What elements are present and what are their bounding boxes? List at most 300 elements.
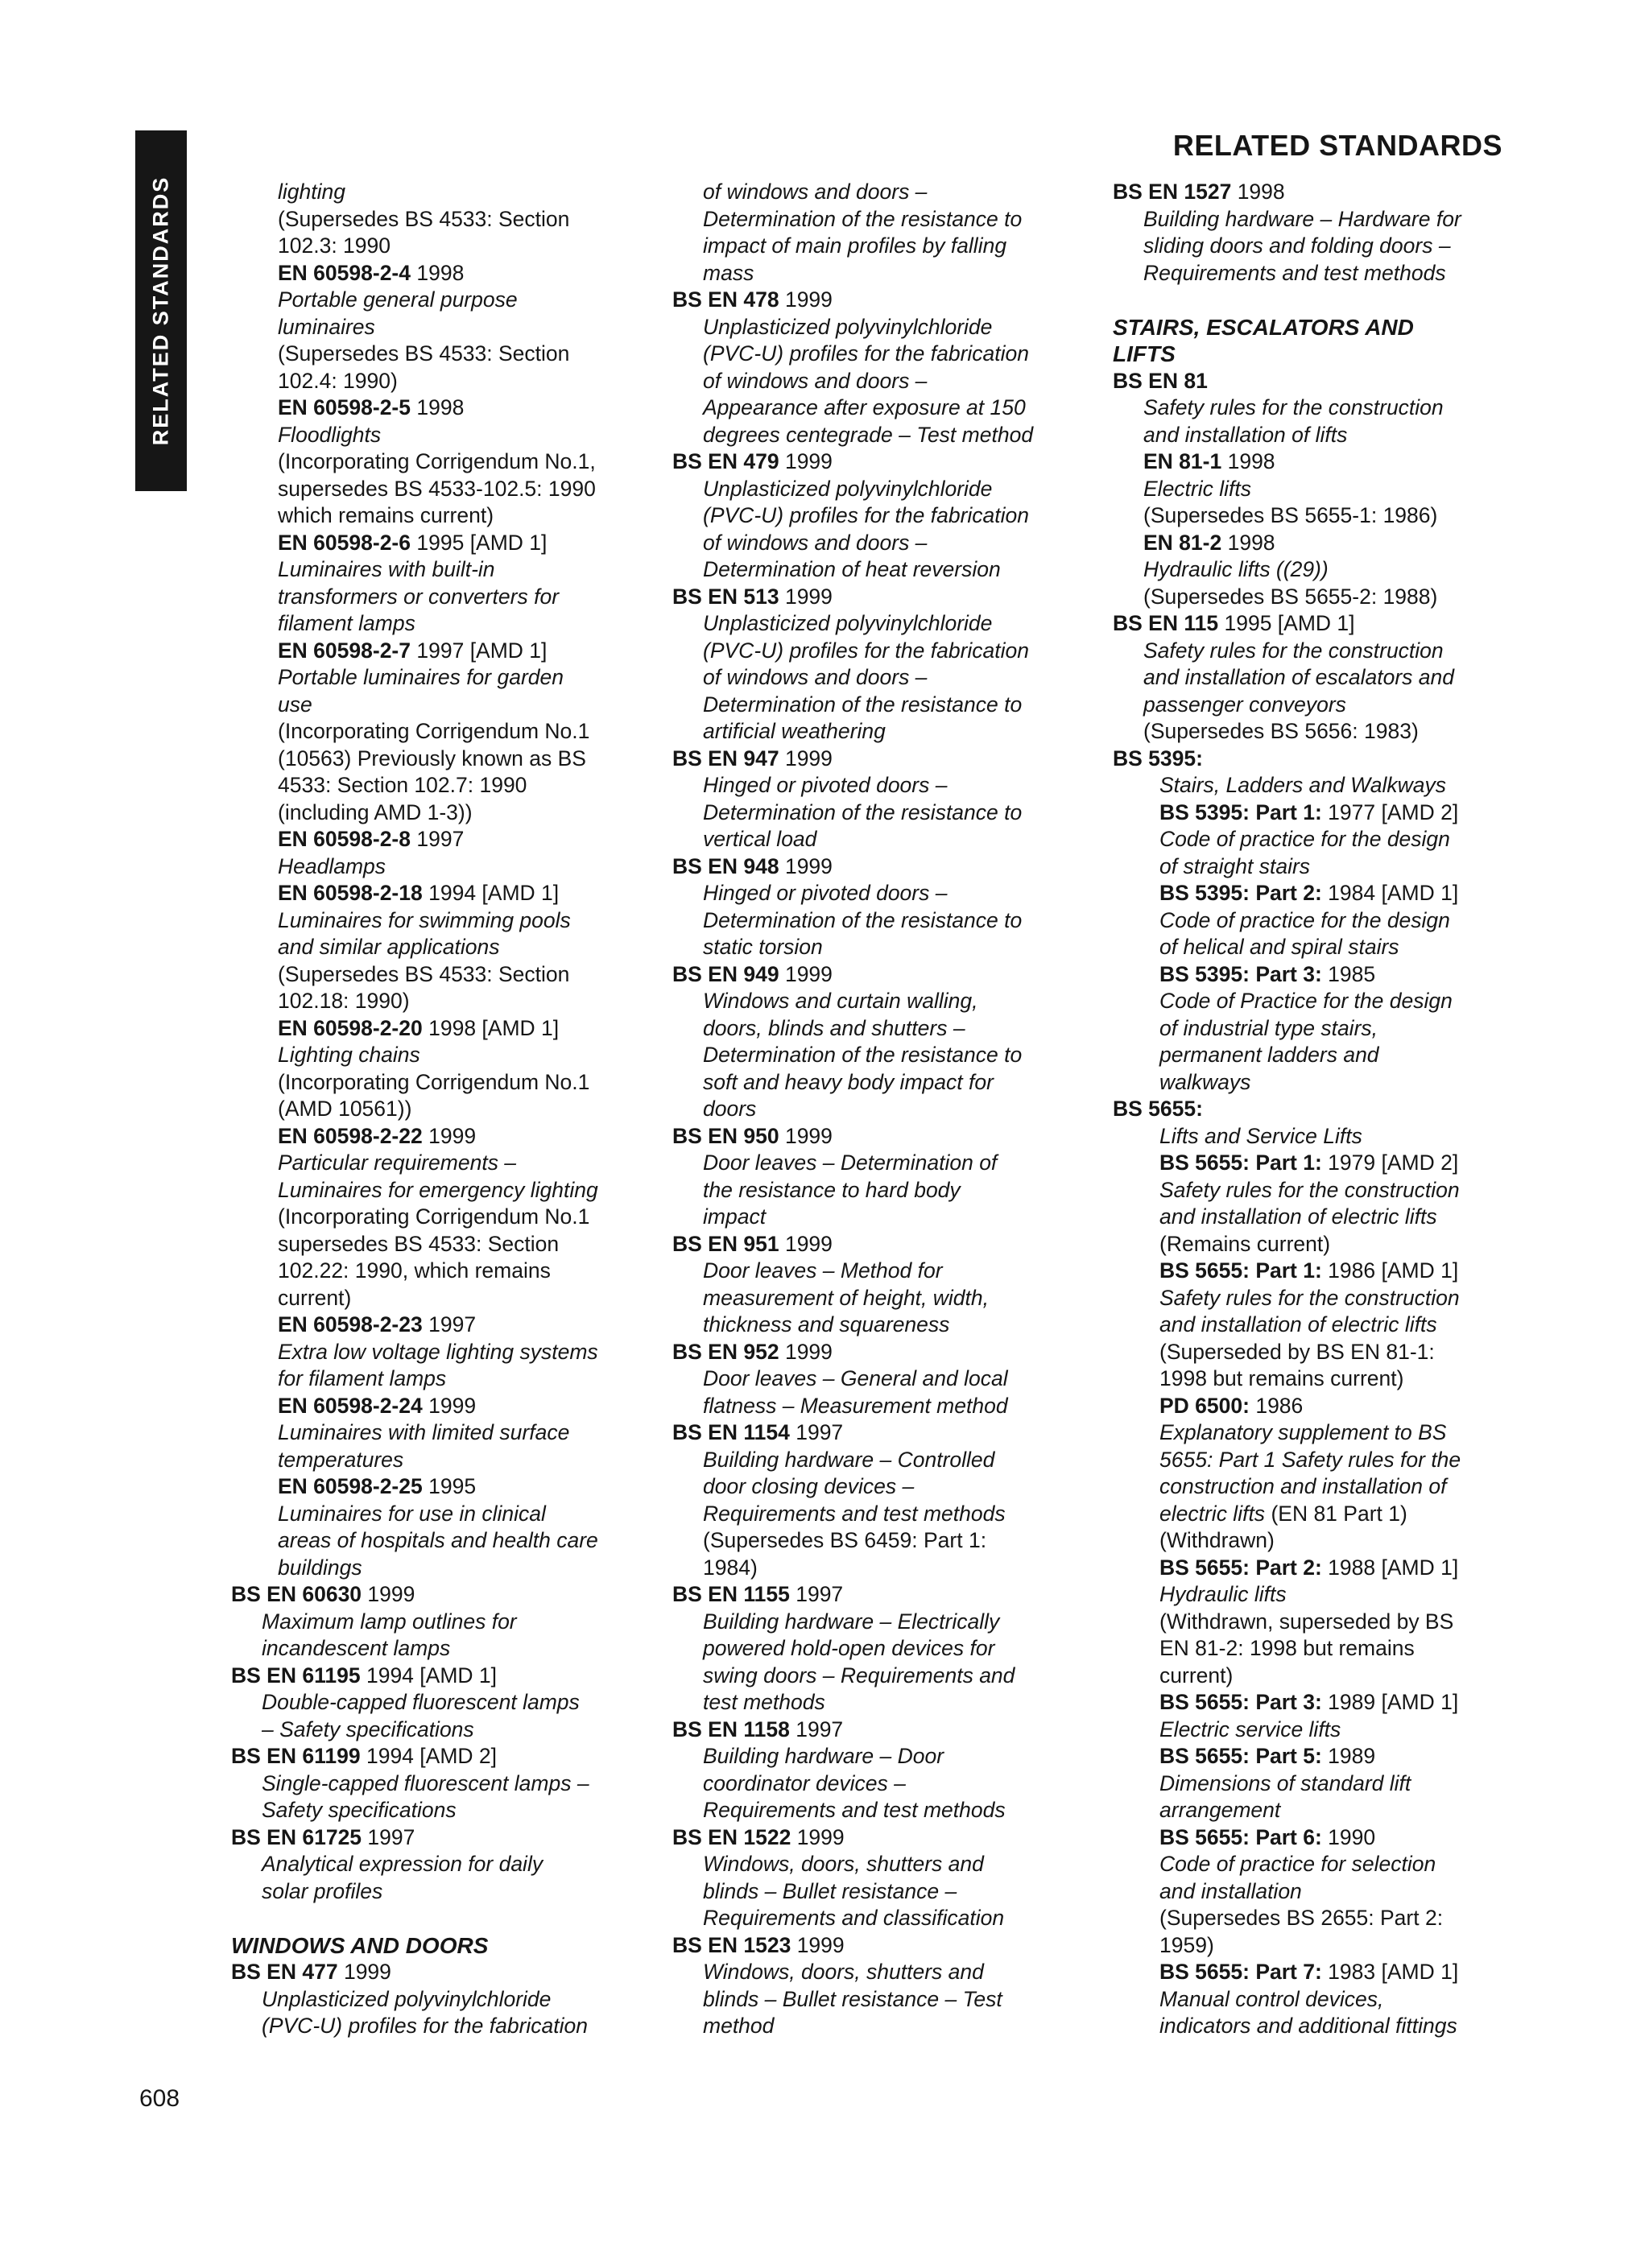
standard-entry — [231, 1743, 598, 1770]
standard-year: 1986 [AMD 1] — [1328, 1258, 1459, 1283]
description-line: Portable general purpose — [278, 287, 518, 312]
standard-code: BS EN 477 — [231, 1960, 338, 1984]
description-line: (PVC-U) profiles for the fabrication — [703, 638, 1030, 663]
description-line: (PVC-U) profiles for the fabrication — [703, 503, 1030, 527]
standard-code: BS EN 948 — [672, 853, 779, 878]
standard-year: 1998 — [416, 395, 465, 419]
standard-year: 1997 — [367, 1824, 415, 1849]
standard-code: EN 60598-2-5 — [278, 395, 411, 419]
standard-year: 1995 [AMD 1] — [416, 530, 548, 555]
standard-entry — [231, 1663, 598, 1690]
description-line: – Safety specifications — [262, 1716, 474, 1741]
standard-year: 1997 — [796, 1420, 844, 1444]
description-line: walkways — [1159, 1069, 1251, 1094]
description-line: and installation — [1159, 1878, 1302, 1903]
description-line: luminaires — [278, 314, 375, 339]
standard-year: 1977 [AMD 2] — [1328, 799, 1459, 824]
description-line: of windows and doors – — [703, 665, 928, 689]
standard-code: BS 5655: Part 1: — [1159, 1258, 1322, 1283]
description-line: Luminaires with limited surface — [278, 1420, 570, 1444]
description-line: Single-capped fluorescent lamps – — [262, 1770, 589, 1795]
description-line: Door leaves – Determination of — [703, 1151, 998, 1175]
standard-entry — [672, 1716, 1033, 1744]
standard-entry — [1113, 1150, 1461, 1177]
description-line: Headlamps — [278, 853, 386, 878]
description-line — [1113, 1501, 1461, 1528]
standard-year: 1997 — [796, 1716, 844, 1741]
standard-code: BS EN 115 — [1113, 611, 1219, 635]
standard-entry — [231, 638, 598, 665]
description-line: degrees centegrade – Test method — [703, 422, 1034, 447]
description-line: Electric service lifts — [1159, 1716, 1341, 1741]
description-line: Explanatory supplement to BS — [1159, 1420, 1447, 1444]
standard-year: 1999 — [343, 1960, 391, 1984]
standard-entry — [1113, 530, 1461, 557]
standard-code: EN 60598-2-20 — [278, 1015, 423, 1040]
standard-entry — [231, 880, 598, 907]
standard-entry — [231, 1473, 598, 1501]
note-line: (Supersedes BS 5656: 1983) — [1143, 719, 1419, 743]
spacer — [1113, 287, 1461, 314]
standard-code: PD 6500: — [1159, 1393, 1250, 1418]
note-line: (Supersedes BS 2655: Part 2: — [1159, 1906, 1444, 1930]
description-line: of industrial type stairs, — [1159, 1015, 1378, 1040]
standard-entry — [1113, 1689, 1461, 1716]
description-line: Determination of the resistance to — [703, 206, 1023, 231]
standard-year: 1999 — [784, 1231, 833, 1256]
description-line: Determination of the resistance to — [703, 1043, 1023, 1067]
description-line: of helical and spiral stairs — [1159, 935, 1399, 959]
description-line: Hydraulic lifts — [1159, 1582, 1287, 1606]
standard-year: 1998 — [1227, 449, 1275, 473]
description-line: artificial weathering — [703, 719, 886, 743]
standard-code: BS 5655: Part 1: — [1159, 1151, 1322, 1175]
description-line: solar profiles — [262, 1878, 383, 1903]
standard-code: BS 5395: Part 2: — [1159, 881, 1322, 905]
standard-entry — [1113, 1096, 1461, 1123]
description-line: of straight stairs — [1159, 853, 1311, 878]
standard-code: BS EN 479 — [672, 449, 779, 473]
standard-entry — [231, 260, 598, 287]
standard-entry — [1113, 961, 1461, 989]
description-line: door closing devices – — [703, 1474, 915, 1498]
standard-code: EN 60598-2-7 — [278, 638, 411, 663]
standard-entry — [1113, 448, 1461, 476]
note-line: (Incorporating Corrigendum No.1, — [278, 449, 596, 473]
standard-year: 1999 — [784, 1339, 833, 1364]
standard-entry — [1113, 1824, 1461, 1852]
side-tab-label: RELATED STANDARDS — [148, 176, 173, 446]
note-line: which remains current) — [278, 503, 494, 527]
standard-entry — [672, 1123, 1033, 1151]
description-line: Portable luminaires for garden — [278, 665, 564, 689]
note-line: (AMD 10561)) — [278, 1097, 412, 1121]
description-line: Requirements and test methods — [1143, 260, 1446, 285]
note-line: (Withdrawn) — [1159, 1528, 1275, 1552]
standard-entry — [231, 1312, 598, 1339]
standard-year: 1998 — [1237, 180, 1285, 204]
description-line: lighting — [278, 180, 345, 204]
note-line: 1959) — [1159, 1932, 1214, 1957]
standard-code: BS EN 1158 — [672, 1716, 790, 1741]
description-line: Unplasticized polyvinylchloride — [262, 1986, 552, 2011]
standard-entry — [672, 448, 1033, 476]
description-line: of windows and doors – — [703, 530, 928, 555]
description-line: arrangement — [1159, 1798, 1281, 1822]
standard-year: 1994 [AMD 1] — [366, 1663, 497, 1688]
standard-year: 1999 — [796, 1824, 845, 1849]
standard-code: BS 5655: Part 3: — [1159, 1690, 1322, 1714]
description-line: static torsion — [703, 935, 823, 959]
standard-entry — [1113, 880, 1461, 907]
standard-year: 1999 — [367, 1582, 415, 1606]
description-line: Lighting chains — [278, 1043, 420, 1067]
standard-code: EN 81-1 — [1143, 449, 1222, 473]
note-line: 4533: Section 102.7: 1990 — [278, 773, 527, 797]
standard-entry — [1113, 1743, 1461, 1770]
description-line: Electric lifts — [1143, 476, 1251, 501]
description-line: Door leaves – General and local — [703, 1366, 1008, 1390]
note-line: current) — [1159, 1663, 1234, 1688]
description-line: Safety rules for the construction — [1159, 1177, 1460, 1202]
note-line: 102.3: 1990 — [278, 233, 391, 258]
standard-entry — [1113, 1258, 1461, 1285]
standard-entry — [231, 1959, 598, 1986]
description-line: Building hardware – Electrically — [703, 1609, 1000, 1634]
standard-year: 1983 [AMD 1] — [1328, 1960, 1459, 1984]
description-line: Analytical expression for daily — [262, 1852, 543, 1876]
standard-entry — [1113, 746, 1461, 773]
description-line: Requirements and test methods — [703, 1798, 1006, 1822]
standard-entry — [231, 1824, 598, 1852]
standard-year: 1997 — [416, 827, 465, 851]
standard-year: 1989 [AMD 1] — [1328, 1690, 1459, 1714]
note-line: 102.18: 1990) — [278, 989, 410, 1013]
description-line: Requirements and test methods — [703, 1501, 1006, 1526]
note-line: (Supersedes BS 4533: Section — [278, 961, 570, 986]
standard-year: 1999 — [784, 961, 833, 986]
standard-year: 1997 [AMD 1] — [416, 638, 548, 663]
description-line: indicators and additional fittings — [1159, 2014, 1457, 2038]
standard-entry — [231, 1581, 598, 1609]
standard-code: BS EN 478 — [672, 287, 779, 312]
standard-year: 1994 [AMD 2] — [366, 1744, 497, 1768]
standard-year: 1998 — [1227, 530, 1275, 555]
standard-code: BS EN 1523 — [672, 1932, 791, 1957]
standard-year: 1999 — [784, 1123, 833, 1148]
standard-entry — [672, 746, 1033, 773]
note-line: (Incorporating Corrigendum No.1 — [278, 719, 590, 743]
standard-code: EN 60598-2-8 — [278, 827, 411, 851]
description-line: Unplasticized polyvinylchloride — [703, 314, 993, 339]
description-line: Unplasticized polyvinylchloride — [703, 611, 993, 635]
note-line: 1998 but remains current) — [1159, 1366, 1404, 1390]
standard-year: 1999 — [796, 1932, 845, 1957]
note-line: (Incorporating Corrigendum No.1 — [278, 1204, 590, 1229]
standard-code: BS EN 81 — [1113, 368, 1208, 393]
standard-year: 1999 — [428, 1393, 477, 1418]
description-line: Lifts and Service Lifts — [1159, 1123, 1362, 1148]
description-line: coordinator devices – — [703, 1770, 906, 1795]
description-line: thickness and squareness — [703, 1312, 950, 1336]
description-line: soft and heavy body impact for — [703, 1069, 994, 1094]
standard-code: BS EN 513 — [672, 584, 779, 609]
standard-code: BS EN 951 — [672, 1231, 779, 1256]
description-line: buildings — [278, 1555, 362, 1580]
standard-code: EN 60598-2-18 — [278, 881, 423, 905]
note-line: (10563) Previously known as BS — [278, 746, 586, 770]
standard-code: BS EN 1155 — [672, 1582, 790, 1606]
description-line: construction and installation of — [1159, 1474, 1447, 1498]
description-line: Extra low voltage lighting systems — [278, 1339, 598, 1364]
description-line: doors — [703, 1097, 757, 1121]
description-line: and installation of electric lifts — [1159, 1204, 1437, 1229]
standard-entry — [231, 530, 598, 557]
description-line: Building hardware – Door — [703, 1744, 944, 1768]
standard-year: 1989 — [1328, 1744, 1376, 1768]
standard-code: BS EN 947 — [672, 746, 779, 770]
standard-entry — [672, 1339, 1033, 1366]
description-line: Safety rules for the construction — [1143, 638, 1444, 663]
standard-code: BS EN 950 — [672, 1123, 779, 1148]
description-line: Hinged or pivoted doors – — [703, 773, 948, 797]
standard-code: BS 5395: Part 3: — [1159, 961, 1322, 986]
description-line: method — [703, 2014, 775, 2038]
description-line: permanent ladders and — [1159, 1043, 1379, 1067]
description-text: electric lifts — [1159, 1501, 1266, 1526]
note-line: current) — [278, 1285, 352, 1310]
column-3 — [1113, 179, 1461, 2040]
standard-year: 1998 — [416, 260, 465, 285]
description-line: Windows and curtain walling, — [703, 989, 978, 1013]
standard-year: 1995 [AMD 1] — [1224, 611, 1355, 635]
standard-entry — [1113, 368, 1461, 395]
standard-entry — [672, 1419, 1033, 1447]
standard-code: EN 60598-2-24 — [278, 1393, 423, 1418]
description-line: transformers or converters for — [278, 584, 560, 609]
description-line: (PVC-U) profiles for the fabrication — [703, 341, 1030, 366]
note-line: (Withdrawn, superseded by BS — [1159, 1609, 1454, 1634]
description-line: blinds – Bullet resistance – — [703, 1878, 957, 1903]
description-line: Code of practice for the design — [1159, 907, 1450, 932]
description-line: the resistance to hard body — [703, 1177, 961, 1202]
standard-code: BS EN 1527 — [1113, 180, 1232, 204]
description-line: test methods — [703, 1690, 825, 1714]
standard-year: 1997 — [428, 1312, 477, 1336]
description-line: Door leaves – Method for — [703, 1258, 943, 1283]
description-line: Determination of the resistance to — [703, 799, 1023, 824]
standard-year: 1988 [AMD 1] — [1328, 1555, 1459, 1580]
description-line: Particular requirements – — [278, 1151, 517, 1175]
standard-code: EN 60598-2-23 — [278, 1312, 423, 1336]
note-line: EN 81-2: 1998 but remains — [1159, 1636, 1415, 1660]
standard-code: EN 60598-2-4 — [278, 260, 411, 285]
description-line: Stairs, Ladders and Walkways — [1159, 773, 1446, 797]
standard-code: BS EN 61195 — [231, 1663, 361, 1688]
standard-code: BS EN 61725 — [231, 1824, 362, 1849]
description-line: Dimensions of standard lift — [1159, 1770, 1411, 1795]
description-line: Luminaires for emergency lighting — [278, 1177, 598, 1202]
description-line: Requirements and classification — [703, 1906, 1005, 1930]
standard-entry — [672, 961, 1033, 989]
note-line: (Supersedes BS 4533: Section — [278, 206, 570, 231]
standard-code: BS EN 61199 — [231, 1744, 361, 1768]
side-tab — [135, 130, 187, 491]
note-line: (Supersedes BS 5655-1: 1986) — [1143, 503, 1438, 527]
description-line: flatness – Measurement method — [703, 1393, 1008, 1418]
standard-code: EN 60598-2-25 — [278, 1474, 423, 1498]
description-line: Luminaires for use in clinical — [278, 1501, 546, 1526]
note-line: (Supersedes BS 4533: Section — [278, 341, 570, 366]
standard-code: BS EN 949 — [672, 961, 779, 986]
standard-entry — [231, 395, 598, 422]
standard-year: 1999 — [784, 449, 833, 473]
description-line: impact — [703, 1204, 767, 1229]
description-line: Double-capped fluorescent lamps — [262, 1690, 580, 1714]
description-line: incandescent lamps — [262, 1636, 451, 1660]
description-line: and installation of electric lifts — [1159, 1312, 1437, 1336]
standard-entry — [672, 1581, 1033, 1609]
description-line: Determination of the resistance to — [703, 907, 1023, 932]
description-line: (PVC-U) profiles for the fabrication — [262, 2014, 589, 2038]
standard-code: BS 5655: Part 5: — [1159, 1744, 1322, 1768]
note-line: (Supersedes BS 5655-2: 1988) — [1143, 584, 1438, 609]
description-line: powered hold-open devices for — [703, 1636, 995, 1660]
section-heading: LIFTS — [1113, 341, 1176, 366]
description-line: of windows and doors – — [703, 180, 928, 204]
standard-year: 1979 [AMD 2] — [1328, 1151, 1459, 1175]
standard-year: 1994 [AMD 1] — [428, 881, 560, 905]
standard-year: 1986 — [1255, 1393, 1304, 1418]
description-line: Determination of the resistance to — [703, 692, 1023, 717]
note-line: supersedes BS 4533-102.5: 1990 — [278, 476, 596, 501]
description-line: Hinged or pivoted doors – — [703, 881, 948, 905]
standard-year: 1999 — [784, 746, 833, 770]
description-line: filament lamps — [278, 611, 415, 635]
column-2 — [672, 179, 1033, 2040]
note-line: (including AMD 1-3)) — [278, 799, 473, 824]
standard-year: 1985 — [1328, 961, 1376, 986]
standard-code: EN 81-2 — [1143, 530, 1222, 555]
description-line: areas of hospitals and health care — [278, 1528, 598, 1552]
standard-code: BS EN 1522 — [672, 1824, 791, 1849]
standard-code: EN 60598-2-22 — [278, 1123, 423, 1148]
standard-code: BS EN 60630 — [231, 1582, 362, 1606]
standard-entry — [1113, 610, 1461, 638]
description-line: impact of main profiles by falling — [703, 233, 1007, 258]
standard-entry — [672, 1824, 1033, 1852]
description-line: swing doors – Requirements and — [703, 1663, 1015, 1688]
standard-year: 1984 [AMD 1] — [1328, 881, 1459, 905]
description-line: Unplasticized polyvinylchloride — [703, 476, 993, 501]
standard-code: BS 5395: Part 1: — [1159, 799, 1322, 824]
description-line: Safety rules for the construction — [1143, 395, 1444, 419]
description-line: Hydraulic lifts ((29)) — [1143, 557, 1329, 581]
description-line: blinds – Bullet resistance – Test — [703, 1986, 1002, 2011]
description-line: vertical load — [703, 827, 817, 851]
description-line: sliding doors and folding doors – — [1143, 233, 1451, 258]
description-line: for filament lamps — [278, 1366, 447, 1390]
description-line: temperatures — [278, 1447, 404, 1472]
description-line: Safety rules for the construction — [1159, 1285, 1460, 1310]
column-1 — [231, 179, 598, 2040]
standard-year: 1990 — [1328, 1824, 1376, 1849]
description-line: Determination of heat reversion — [703, 557, 1001, 581]
standard-entry — [1113, 179, 1461, 206]
standard-code: BS EN 1154 — [672, 1420, 790, 1444]
page-title: RELATED STANDARDS — [1172, 129, 1502, 162]
description-line: Windows, doors, shutters and — [703, 1852, 984, 1876]
description-line: mass — [703, 260, 754, 285]
standard-code: BS EN 952 — [672, 1339, 779, 1364]
standard-year: 1999 — [428, 1123, 477, 1148]
description-line: 5655: Part 1 Safety rules for the — [1159, 1447, 1461, 1472]
description-line: and similar applications — [278, 935, 500, 959]
description-line: Manual control devices, — [1159, 1986, 1384, 2011]
description-line: of windows and doors – — [703, 368, 928, 393]
description-line: Code of practice for the design — [1159, 827, 1450, 851]
standard-entry — [1113, 1959, 1461, 1986]
standard-entry — [231, 1393, 598, 1420]
standard-code: EN 60598-2-6 — [278, 530, 411, 555]
standard-entry — [1113, 799, 1461, 827]
standard-year: 1995 — [428, 1474, 477, 1498]
standard-entry — [231, 1123, 598, 1151]
description-line: Code of practice for selection — [1159, 1852, 1436, 1876]
description-line: Building hardware – Hardware for — [1143, 206, 1461, 231]
standard-code: BS 5655: Part 7: — [1159, 1960, 1322, 1984]
description-line: Windows, doors, shutters and — [703, 1960, 984, 1984]
standard-entry — [672, 287, 1033, 314]
standard-year: 1997 — [796, 1582, 844, 1606]
standard-entry — [231, 826, 598, 853]
standard-code: BS 5655: — [1113, 1097, 1203, 1121]
description-line: passenger conveyors — [1143, 692, 1346, 717]
note-line: (Superseded by BS EN 81-1: — [1159, 1339, 1435, 1364]
standard-code: BS 5655: Part 2: — [1159, 1555, 1322, 1580]
spacer — [231, 1905, 598, 1932]
note-line: (Supersedes BS 6459: Part 1: — [703, 1528, 987, 1552]
description-line: Appearance after exposure at 150 — [703, 395, 1026, 419]
description-line: Maximum lamp outlines for — [262, 1609, 517, 1634]
note-line: supersedes BS 4533: Section — [278, 1231, 560, 1256]
standard-entry — [672, 853, 1033, 881]
note-line: (Incorporating Corrigendum No.1 — [278, 1069, 590, 1094]
standard-year: 1999 — [784, 287, 833, 312]
note-line: (Remains current) — [1159, 1231, 1331, 1256]
standard-entry — [1113, 1393, 1461, 1420]
description-line: Safety specifications — [262, 1798, 457, 1822]
standard-entry — [231, 1015, 598, 1043]
description-line: Code of Practice for the design — [1159, 989, 1453, 1013]
note-line: 1984) — [703, 1555, 758, 1580]
standard-entry — [672, 1932, 1033, 1960]
description-line: use — [278, 692, 312, 717]
standard-code: BS 5395: — [1113, 746, 1203, 770]
description-line: Luminaires for swimming pools — [278, 907, 571, 932]
note-line: 102.4: 1990) — [278, 368, 398, 393]
note-text: (EN 81 Part 1) — [1271, 1501, 1407, 1526]
description-line: and installation of lifts — [1143, 422, 1348, 447]
standard-code: BS 5655: Part 6: — [1159, 1824, 1322, 1849]
description-line: Luminaires with built-in — [278, 557, 495, 581]
description-line: Floodlights — [278, 422, 382, 447]
page-number: 608 — [139, 2085, 180, 2112]
description-line: Building hardware – Controlled — [703, 1447, 995, 1472]
description-line: doors, blinds and shutters – — [703, 1015, 965, 1040]
section-heading: STAIRS, ESCALATORS AND — [1113, 314, 1414, 340]
standard-year: 1999 — [784, 584, 833, 609]
